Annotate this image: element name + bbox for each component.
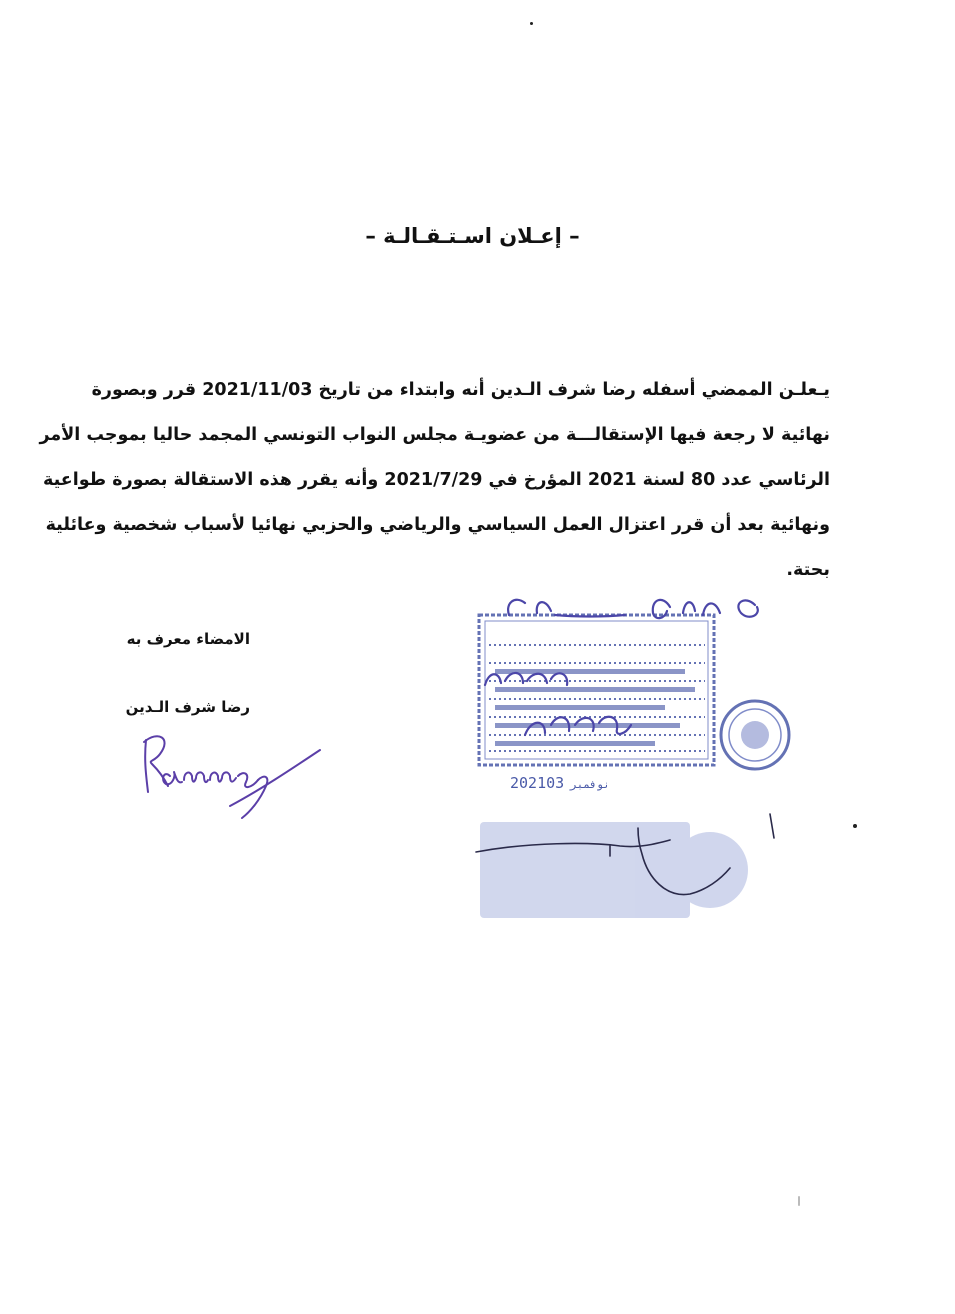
document-body xyxy=(39,368,830,593)
signature-acknowledged-label: الامضاء معرف به xyxy=(126,630,250,648)
scan-speck xyxy=(798,1196,800,1206)
body-line: ونهائية بعد أن قرر اعتزال العمل السياسي والرياضي والحزبي نهائيا لأسباب شخصية وعائلية xyxy=(45,515,830,535)
date-stamp xyxy=(510,774,616,792)
date-stamp-year: 2021 xyxy=(510,774,547,792)
document-title: – إعـلان اسـتـقـالـة – xyxy=(365,224,580,248)
signatory-name: رضا شرف الـدين xyxy=(125,698,250,716)
body-line: الرئاسي عدد 80 لسنة 2021 المؤرخ في 2021/7/29 وأنه يقرر هذه الاستقالة بصورة طواعية xyxy=(43,470,830,490)
body-line: نهائية لا رجعة فيها الإستقالـــة من عضويـة مجلس النواب التونسي المجمد حاليا بموجب الأمر xyxy=(39,425,830,445)
date-stamp-month: نوفمبر xyxy=(570,778,610,791)
date-stamp-day: 03 xyxy=(546,774,565,792)
secondary-stamp xyxy=(470,808,800,923)
scan-speck xyxy=(530,22,533,25)
body-line: بحتة. xyxy=(786,560,830,580)
scan-speck xyxy=(853,824,857,828)
municipal-stamp xyxy=(465,585,795,805)
body-line: يـعلـن الممضي أسفله رضا شرف الـدين أنه وابتداء من تاريخ 2021/11/03 قرر وبصورة xyxy=(91,380,830,400)
handwritten-signature xyxy=(130,720,330,830)
